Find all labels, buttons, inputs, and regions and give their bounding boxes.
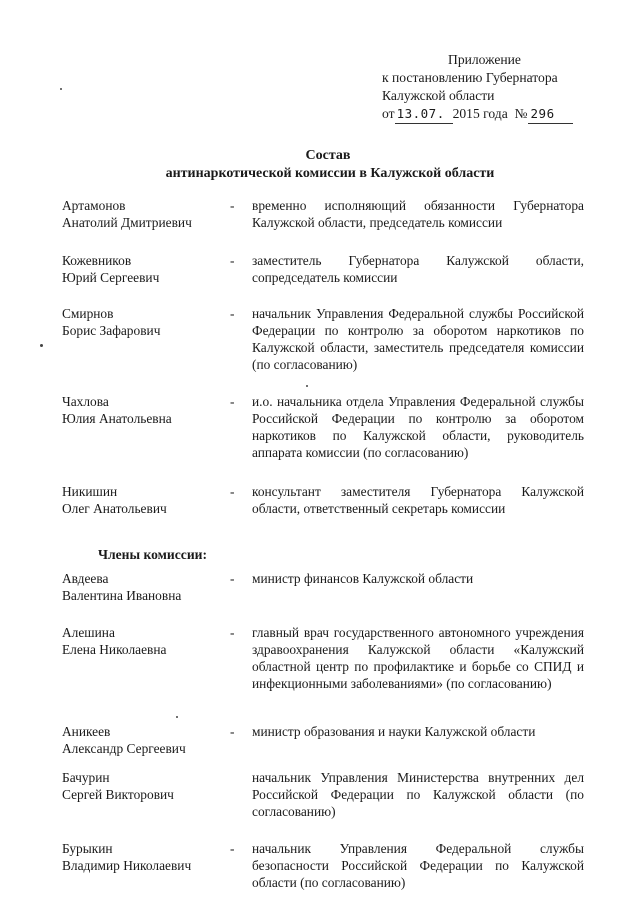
person-name: Аникеев Александр Сергеевич (62, 724, 186, 756)
person-name: Артамонов Анатолий Дмитриевич (62, 198, 192, 230)
person-name: Бачурин Сергей Викторович (62, 770, 174, 802)
person-name: Авдеева Валентина Ивановна (62, 571, 182, 603)
doc-subtitle: антинаркотической комиссии в Калужской области (165, 166, 495, 181)
person-role: министр финансов Калужской области (252, 571, 474, 586)
doc-title: Состав (305, 148, 351, 163)
number-value: 296 (528, 105, 573, 124)
person-role: временно исполняющий обязанности Губернатора Калужской области, председатель комиссии (252, 198, 584, 230)
scan-speck (60, 88, 62, 90)
person-name: Алешина Елена Николаевна (62, 625, 167, 657)
person-name: Кожевников Юрий Сергеевич (62, 253, 160, 285)
appendix-date-line (382, 105, 622, 124)
person-role: начальник Управления Федеральной службы Российской Федерации по контролю за оборотом наркотиков по Калужской области, заместитель председателя комиссии (по согласованию) (252, 306, 584, 372)
appendix-region: Калужской области (382, 88, 495, 103)
dash: - (230, 625, 235, 640)
date-prefix: от (382, 106, 395, 121)
year-text: 2015 года (452, 106, 508, 121)
dash: - (230, 724, 235, 739)
person-role: министр образования и науки Калужской области (252, 724, 536, 739)
person-role: начальник Управления Министерства внутренних дел Российской Федерации по Калужской области (по согласованию) (252, 770, 584, 819)
members-heading: Члены комиссии: (98, 547, 208, 562)
dash: - (230, 253, 235, 268)
scan-speck (176, 716, 178, 718)
person-role: главный врач государственного автономного учреждения здравоохранения Калужской области «Калужский областной центр по профилактике и борьбе со СПИД и инфекционными заболеваниями» (по согласованию) (252, 625, 584, 691)
number-sign: № (514, 106, 528, 121)
person-name: Чахлова Юлия Анатольевна (62, 394, 172, 426)
appendix-block (382, 51, 622, 124)
dash: - (230, 841, 235, 856)
person-role: начальник Управления Федеральной службы безопасности Российской Федерации по Калужской области (по согласованию) (252, 841, 584, 890)
dash: - (230, 571, 235, 586)
person-name: Смирнов Борис Зафарович (62, 306, 161, 338)
dash: - (230, 306, 235, 321)
date-value: 13.07. (395, 105, 453, 124)
person-name: Никишин Олег Анатольевич (62, 484, 167, 516)
scan-speck (306, 385, 308, 387)
person-role: заместитель Губернатора Калужской области, сопредседатель комиссии (252, 253, 584, 285)
person-role: и.о. начальника отдела Управления Федеральной службы Российской Федерации по контролю за оборотом наркотиков по Калужской области, руководитель аппарата комиссии (по согласованию) (252, 394, 584, 460)
appendix-title: Приложение (448, 52, 521, 67)
dash: - (230, 198, 235, 213)
dash: - (230, 394, 235, 409)
appendix-resolution-ref: к постановлению Губернатора (382, 70, 558, 85)
person-name: Бурыкин Владимир Николаевич (62, 841, 192, 873)
dash: - (230, 484, 235, 499)
scan-speck (40, 344, 43, 347)
person-role: консультант заместителя Губернатора Калужской области, ответственный секретарь комиссии (252, 484, 584, 516)
